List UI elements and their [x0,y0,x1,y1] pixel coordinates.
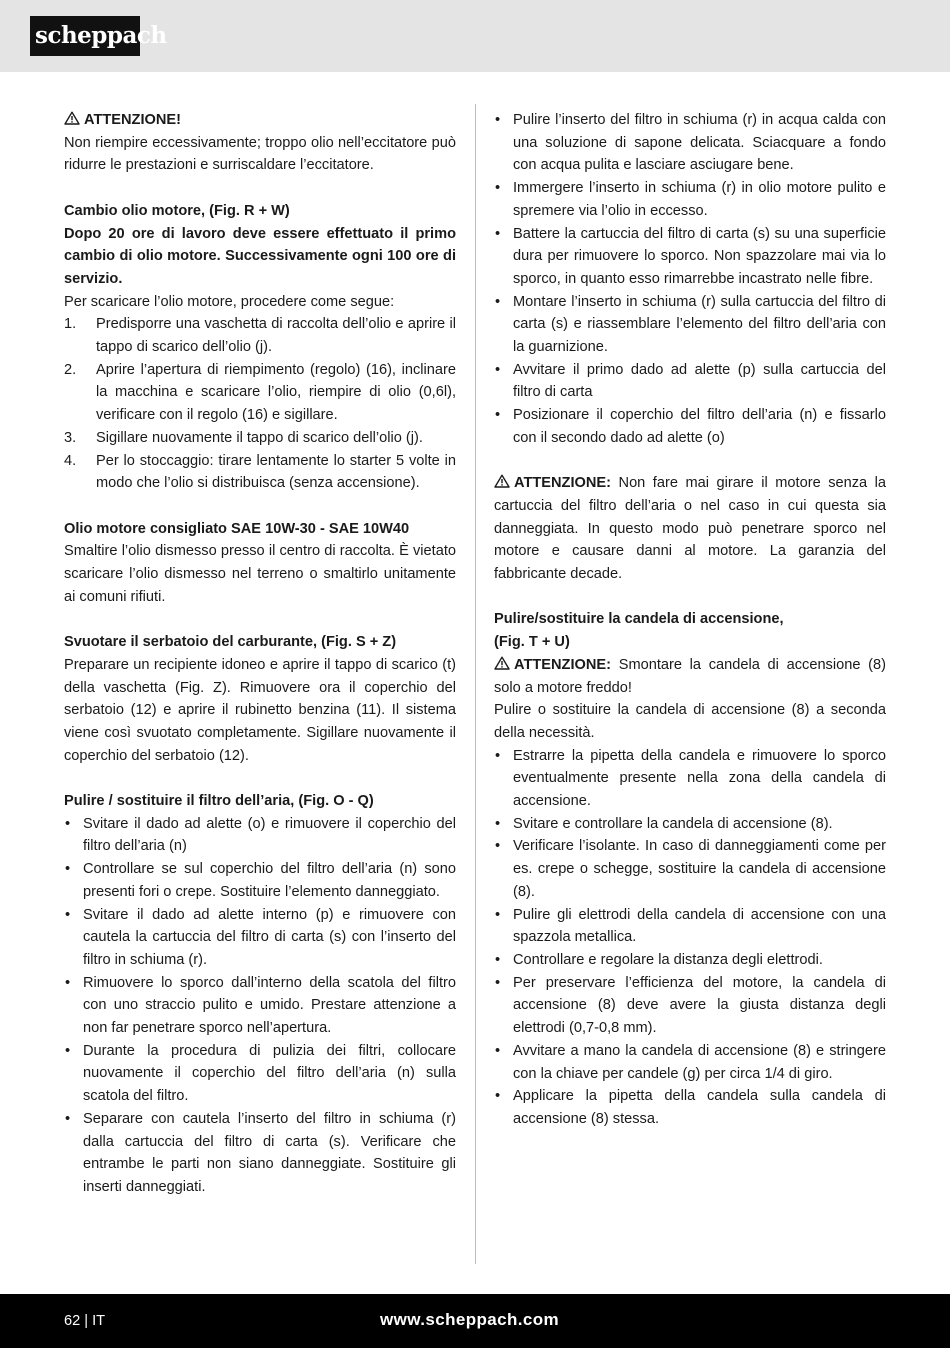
list-item: 3. Sigillare nuovamente il tappo di scarico dell’olio (j). [64,429,423,446]
warning-label: ATTENZIONE: [514,656,612,673]
list-item: 1. Predisporre una vaschetta di raccolta dell’olio e aprire il tappo di scarico dell’olio (j). [64,316,456,356]
warning-icon [494,656,510,670]
list-item: • Applicare la pipetta della candela sulla candela di accensione (8) stessa. [495,1088,886,1127]
list-item: • Pulire l’inserto del filtro in schiuma (r) in acqua calda con una soluzione di sapone delicata. Sciacquare a fondo con acqua pulita e lasciare asciugare bene. [495,112,886,174]
list-item: • Durante la procedura di pulizia dei filtri, collocare nuovamente il coperchio del filtro dell’aria (n) sulla scatola del filtro. [65,1042,456,1105]
list-item: • Rimuovere lo sporco dall’interno della scatola del filtro con uno straccio pulito e umido. Prestare attenzione a non far penetrare sporco nell’apertura. [65,974,456,1037]
section-title-air-filter: Pulire / sostituire il filtro dell’aria, (Fig. O - Q) [64,793,374,810]
list-item: • Montare l’inserto in schiuma (r) sulla cartuccia del filtro di carta (s) e riassemblare l’elemento del filtro dell’aria con la guarnizione. [495,293,886,356]
list-item: • Svitare il dado ad alette interno (p) e rimuovere con cautela la cartuccia del filtro di carta (s) con l’inserto del filtro in schiuma (r). [65,906,456,968]
page-number: 62 | IT [64,1313,106,1329]
page-footer [0,1294,950,1348]
list-item: • Immergere l’inserto in schiuma (r) in olio motore pulito e spremere via l’olio in eccesso. [495,180,886,219]
fuel-tank-text: Preparare un recipiente idoneo e aprire il tappo di scarico (t) della vaschetta (Fig. Z). Rimuovere ora il coperchio del serbatoio (12) e aprire il rubinetto benzina (11). Il sistema viene così svuotato completamente. Sigillare nuovamente il coperchio del serbatoio (12). [64,656,456,764]
warning-text: Non fare mai girare il motore senza la cartuccia del filtro dell’aria o nel caso in cui questa sia danneggiata. In questo modo può penetrare sporco nel motore e causare danni al motore. La garanzia del fabbricante decade. [494,475,886,583]
section-title-oil-change: Cambio olio motore, (Fig. R + W) [64,202,290,219]
page-header [0,0,950,72]
engine-warning [494,472,886,586]
list-item: • Estrarre la pipetta della candela e rimuovere lo sporco eventualmente presente nella zona della candela di accensione. [495,747,886,810]
list-item: • Avvitare a mano la candela di accensione (8) e stringere con la chiave per candele (g) per circa 1/4 di giro. [495,1042,886,1082]
website-link[interactable]: www.scheppach.com [380,1310,560,1329]
column-divider [475,104,476,1264]
list-item: • Verificare l’isolante. In caso di danneggiamenti come per es. crepe o schegge, sostituire la candela di accensione (8). [495,838,886,900]
warning-label: ATTENZIONE: [514,475,612,492]
spark-plug-list [494,745,886,1131]
list-item: • Posizionare il coperchio del filtro dell’aria (n) e fissarlo con il secondo dado ad alette (o) [495,407,886,446]
list-item: • Controllare se sul coperchio del filtro dell’aria (n) sono presenti fori o crepe. Sostituire l’elemento danneggiato. [65,861,456,900]
warning-icon [494,474,510,488]
list-item: • Per preservare l’efficienza del motore, la candela di accensione (8) deve avere la giusta distanza degli elettrodi (0,7-0,8 mm). [495,974,886,1037]
list-item: • Svitare e controllare la candela di accensione (8). [495,815,833,832]
list-item: • Pulire gli elettrodi della candela di accensione con una spazzola metallica. [495,906,886,946]
list-item: • Separare con cautela l’inserto del filtro in schiuma (r) dalla cartuccia del filtro di carta (s). Verificare che entrambe le parti non siano danneggiate. Sostituire gli inserti danneggiati. [65,1110,456,1195]
section-title-spark-plug: Pulire/sostituire la candela di accensione, [494,611,784,628]
section-title-spark-plug-fig: (Fig. T + U) [494,634,570,651]
left-column [64,109,456,1199]
oil-change-interval: Dopo 20 ore di lavoro deve essere effettuato il primo cambio di olio motore. Successivamente ogni 100 ore di servizio. [64,225,456,287]
air-filter-list [64,813,456,1199]
section-title-oil-recommended: Olio motore consigliato SAE 10W-30 - SAE 10W40 [64,520,410,537]
list-item: 2. Aprire l’apertura di riempimento (regolo) (16), inclinare la macchina e scaricare l’olio, riempire di olio (0,6l), verificare con il regolo (16) e sigillare. [64,361,456,424]
warning-heading [64,109,456,132]
warning-text: Non riempire eccessivamente; troppo olio nell’eccitatore può ridurre le prestazioni e surriscaldare l’eccitatore. [64,134,456,174]
brand-logo: scheppach [30,16,140,56]
right-column [494,109,886,1131]
list-item: 4. Per lo stoccaggio: tirare lentamente lo starter 5 volte in modo che l’olio si distribuisca (senza accensione). [64,452,456,492]
warning-text: Smontare la candela di accensione (8) solo a motore freddo! [494,656,886,696]
warning-title: ATTENZIONE! [84,112,182,128]
section-title-fuel-tank: Svuotare il serbatoio del carburante, (Fig. S + Z) [64,634,397,651]
list-item: • Svitare il dado ad alette (o) e rimuovere il coperchio del filtro dell’aria (n) [65,815,456,855]
list-item: • Avvitare il primo dado ad alette (p) sulla cartuccia del filtro di carta [495,361,886,401]
oil-steps-list [64,313,456,495]
warning-icon [64,111,80,125]
list-item: • Battere la cartuccia del filtro di carta (s) su una superficie dura per rimuovere lo sporco. Non spazzolare mai via lo sporco, in quanto esso rimarrebbe incastrato nelle fibre. [495,225,886,287]
spark-plug-intro: Pulire o sostituire la candela di accensione (8) a seconda della necessità. [494,702,886,741]
air-filter-list-continued [494,109,886,450]
oil-change-intro: Per scaricare l’olio motore, procedere come segue: [64,293,395,310]
oil-disposal-text: Smaltire l’olio dismesso presso il centro di raccolta. È vietato scaricare l’olio dismesso nel terreno o smaltirlo unitamente ai comuni rifiuti. [64,543,456,605]
list-item: • Controllare e regolare la distanza degli elettrodi. [495,951,823,968]
spark-plug-warning [494,654,886,699]
